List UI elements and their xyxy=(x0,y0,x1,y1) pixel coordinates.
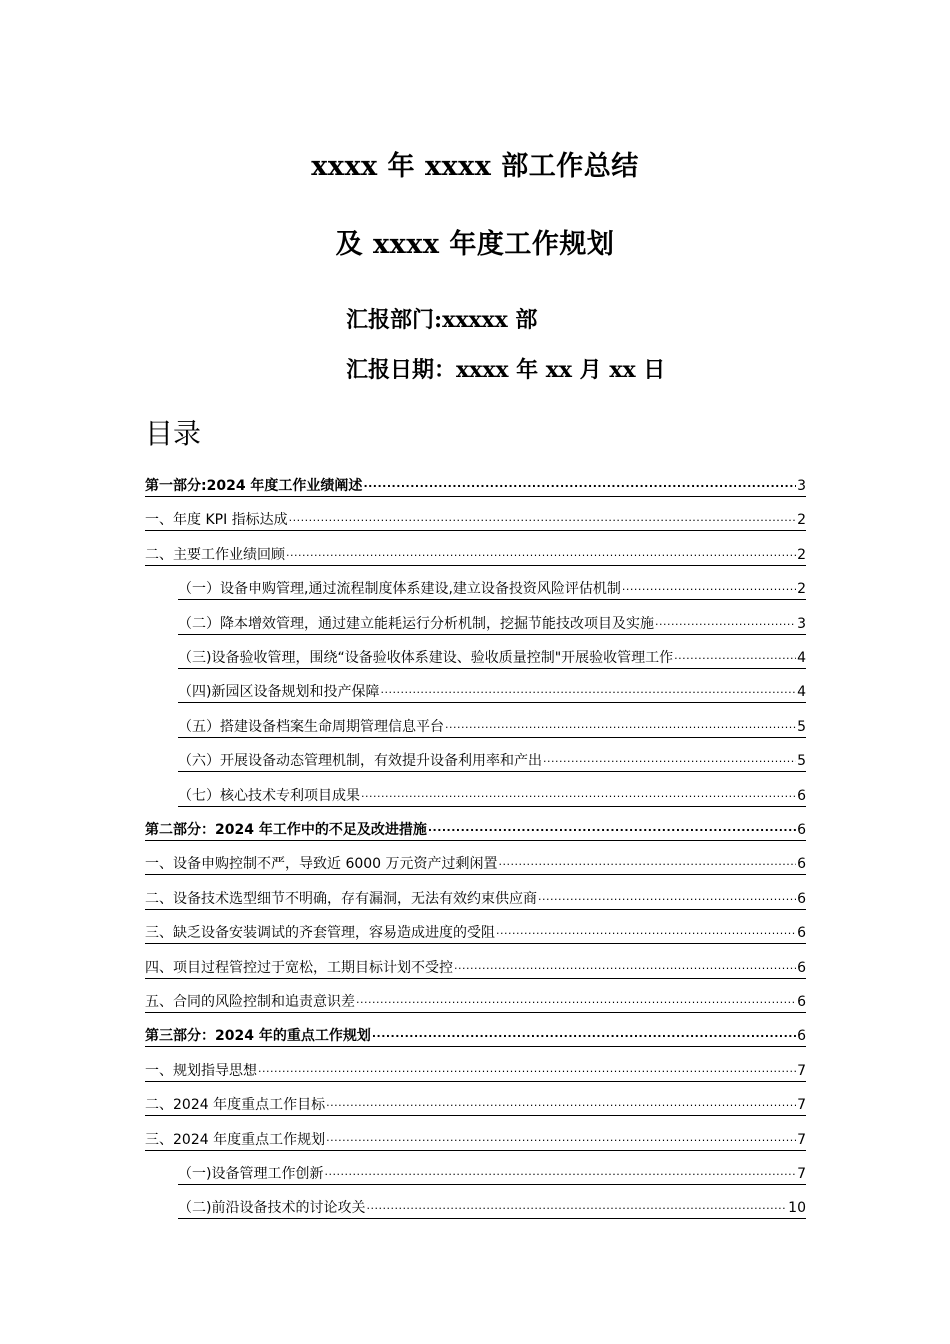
toc-dot-leader xyxy=(326,1128,796,1148)
toc-entry-title: 五、合同的风险控制和追责意识差 xyxy=(145,994,355,1010)
toc-entry[interactable] xyxy=(178,747,806,772)
toc-entry-page-number: 6 xyxy=(797,925,806,941)
toc-entry-page-number: 4 xyxy=(797,650,806,666)
toc-entry-title: 二、主要工作业绩回顾 xyxy=(145,547,285,563)
toc-dot-leader xyxy=(366,1196,787,1216)
toc-entry-page-number: 6 xyxy=(797,856,806,872)
toc-entry-page-number: 7 xyxy=(797,1063,806,1079)
toc-entry-page-number: 2 xyxy=(797,547,806,563)
toc-entry[interactable] xyxy=(145,1126,806,1151)
toc-entry-page-number: 7 xyxy=(797,1132,806,1148)
toc-entry[interactable] xyxy=(178,610,806,635)
toc-entry-page-number: 10 xyxy=(788,1200,806,1216)
toc-entry-title: （五）搭建设备档案生命周期管理信息平台 xyxy=(178,719,444,735)
toc-entry-title: （七）核心技术专利项目成果 xyxy=(178,788,360,804)
toc-entry-title: （六）开展设备动态管理机制，有效提升设备利用率和产出 xyxy=(178,753,542,769)
toc-entry-title: （二）降本增效管理，通过建立能耗运行分析机制，挖掘节能技改项目及实施 xyxy=(178,616,654,632)
toc-entry[interactable] xyxy=(145,541,806,566)
toc-dot-leader xyxy=(674,646,796,666)
toc-entry-title: （一）设备申购管理,通过流程制度体系建设,建立设备投资风险评估机制 xyxy=(178,581,621,597)
toc-entry-page-number: 2 xyxy=(797,581,806,597)
toc-entry[interactable] xyxy=(178,1160,806,1185)
toc-entry-page-number: 6 xyxy=(797,788,806,804)
toc-entry-title: 一、设备申购控制不严，导致近 6000 万元资产过剩闲置 xyxy=(145,856,498,872)
toc-entry-title: 第一部分:2024 年度工作业绩阐述 xyxy=(145,478,363,494)
toc-entry-page-number: 6 xyxy=(797,891,806,907)
toc-dot-leader xyxy=(428,818,796,838)
document-title-line2: 及 xxxx 年度工作规划 xyxy=(335,229,615,260)
toc-entry-title: 三、缺乏设备安装调试的齐套管理，容易造成进度的受阻 xyxy=(145,925,495,941)
report-date: 汇报日期：xxxx 年 xx 月 xx 日 xyxy=(346,357,666,383)
toc-dot-leader xyxy=(454,956,796,976)
toc-entry[interactable] xyxy=(178,1194,806,1219)
toc-dot-leader xyxy=(356,990,796,1010)
toc-entry-title: （三)设备验收管理，围绕“设备验收体系建设、验收质量控制"开展验收管理工作 xyxy=(178,650,674,666)
document-title-line1: xxxx 年 xxxx 部工作总结 xyxy=(311,151,639,182)
toc-entry[interactable] xyxy=(145,1091,806,1116)
toc-entry-title: 第二部分：2024 年工作中的不足及改进措施 xyxy=(145,822,427,838)
toc-entry[interactable] xyxy=(145,472,806,497)
toc-entry[interactable] xyxy=(145,816,806,841)
toc-entry-page-number: 4 xyxy=(797,684,806,700)
toc-entry[interactable] xyxy=(145,850,806,875)
report-department: 汇报部门:xxxxx 部 xyxy=(346,307,538,333)
toc-entry[interactable] xyxy=(178,713,806,738)
toc-dot-leader xyxy=(538,887,796,907)
toc-entry[interactable] xyxy=(145,1022,806,1047)
toc-dot-leader xyxy=(655,612,796,632)
toc-dot-leader xyxy=(258,1059,796,1079)
toc-entry[interactable] xyxy=(145,506,806,531)
toc-dot-leader xyxy=(372,1024,796,1044)
toc-dot-leader xyxy=(361,784,796,804)
toc-entry-page-number: 3 xyxy=(797,478,806,494)
toc-dot-leader xyxy=(445,715,796,735)
toc-entry-page-number: 6 xyxy=(797,1028,806,1044)
toc-entry-title: 二、2024 年度重点工作目标 xyxy=(145,1097,326,1113)
toc-entry-page-number: 3 xyxy=(797,616,806,632)
toc-dot-leader xyxy=(324,1162,796,1182)
toc-entry[interactable] xyxy=(145,919,806,944)
toc-dot-leader xyxy=(499,852,797,872)
toc-entry[interactable] xyxy=(178,782,806,807)
toc-entry-page-number: 5 xyxy=(797,719,806,735)
toc-entry[interactable] xyxy=(178,678,806,703)
toc-entry-title: 四、项目过程管控过于宽松，工期目标计划不受控 xyxy=(145,960,453,976)
toc-entry-title: （二)前沿设备技术的讨论攻关 xyxy=(178,1200,366,1216)
toc-entry-title: 第三部分：2024 年的重点工作规划 xyxy=(145,1028,371,1044)
toc-entry-page-number: 7 xyxy=(797,1166,806,1182)
toc-dot-leader xyxy=(286,543,796,563)
toc-entry-title: （一)设备管理工作创新 xyxy=(178,1166,324,1182)
toc-entry[interactable] xyxy=(145,988,806,1013)
toc-entry-page-number: 2 xyxy=(797,512,806,528)
toc-entry-title: 一、年度 KPI 指标达成 xyxy=(145,512,288,528)
toc-dot-leader xyxy=(380,680,796,700)
toc-entry-page-number: 6 xyxy=(797,960,806,976)
toc-entry-page-number: 6 xyxy=(797,822,806,838)
toc-entry-page-number: 7 xyxy=(797,1097,806,1113)
toc-entry-title: （四)新园区设备规划和投产保障 xyxy=(178,684,380,700)
toc-entry[interactable] xyxy=(178,575,806,600)
toc-entry-page-number: 5 xyxy=(797,753,806,769)
toc-dot-leader xyxy=(622,577,796,597)
toc-entry[interactable] xyxy=(145,954,806,979)
toc-entry-title: 三、2024 年度重点工作规划 xyxy=(145,1132,326,1148)
toc-dot-leader xyxy=(496,921,796,941)
toc-entry-title: 一、规划指导思想 xyxy=(145,1063,257,1079)
toc-dot-leader xyxy=(326,1093,796,1113)
toc-entry[interactable] xyxy=(178,644,806,669)
toc-entry[interactable] xyxy=(145,1057,806,1082)
toc-entry[interactable] xyxy=(145,885,806,910)
toc-dot-leader xyxy=(363,474,796,494)
toc-heading: 目录 xyxy=(145,417,202,450)
toc-dot-leader xyxy=(543,749,796,769)
toc-dot-leader xyxy=(289,508,796,528)
toc-entry-title: 二、设备技术选型细节不明确，存有漏洞，无法有效约束供应商 xyxy=(145,891,537,907)
toc-entry-page-number: 6 xyxy=(797,994,806,1010)
